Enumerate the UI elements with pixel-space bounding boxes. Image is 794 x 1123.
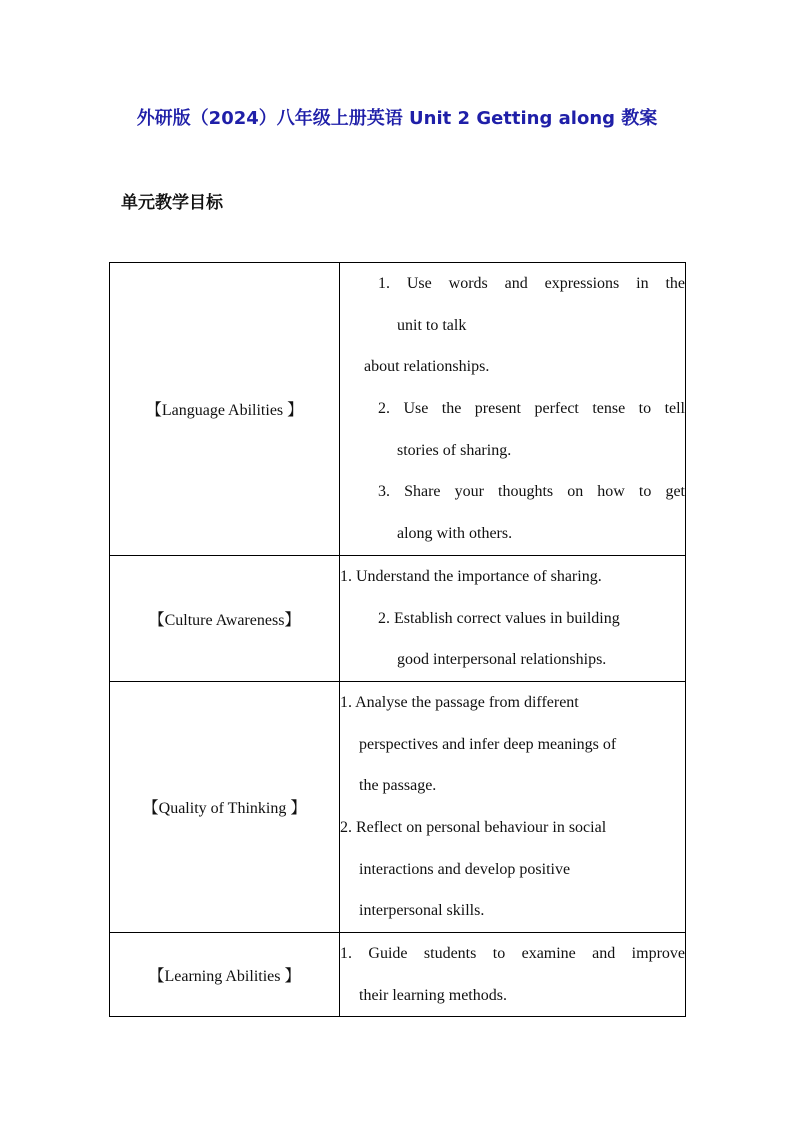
document-title: 外研版（2024）八年级上册英语 Unit 2 Getting along 教案 xyxy=(136,108,658,129)
goal-content xyxy=(340,555,686,681)
goal-line: 2. Establish correct values in building xyxy=(378,609,620,627)
goal-line: 3. Share your thoughts on how to get xyxy=(378,483,685,501)
goal-line: 1. Understand the importance of sharing. xyxy=(340,567,602,585)
goal-line: 2. Reflect on personal behaviour in social xyxy=(340,818,607,836)
goal-label: 【Learning Abilities 】 xyxy=(110,933,340,1017)
goal-label: 【Quality of Thinking 】 xyxy=(110,681,340,932)
goal-content xyxy=(340,263,686,556)
goal-line: perspectives and infer deep meanings of xyxy=(359,735,617,753)
goal-line: the passage. xyxy=(359,777,437,795)
goal-label: 【Language Abilities 】 xyxy=(110,263,340,556)
goal-line: 2. Use the present perfect tense to tell xyxy=(378,400,685,418)
goal-line: 1. Analyse the passage from different xyxy=(340,693,579,711)
goal-line: unit to talk xyxy=(397,316,467,334)
goal-line: about relationships. xyxy=(364,358,490,376)
goal-line: stories of sharing. xyxy=(397,441,512,459)
goal-content xyxy=(340,681,686,932)
goal-line: 1. Use words and expressions in the xyxy=(378,275,685,292)
table-row xyxy=(110,681,686,932)
table-row xyxy=(110,263,686,556)
goal-line: along with others. xyxy=(397,525,513,543)
goal-line: interpersonal skills. xyxy=(359,902,485,920)
table-row xyxy=(110,933,686,1017)
teaching-goals-table xyxy=(109,262,686,1017)
goal-line: their learning methods. xyxy=(359,986,507,1004)
table-row xyxy=(110,555,686,681)
goal-line: good interpersonal relationships. xyxy=(397,651,607,669)
goal-line: 1. Guide students to examine and improve xyxy=(340,945,685,962)
section-heading: 单元教学目标 xyxy=(121,193,223,213)
goal-label: 【Culture Awareness】 xyxy=(110,555,340,681)
goal-line: interactions and develop positive xyxy=(359,860,571,878)
goal-content xyxy=(340,933,686,1017)
